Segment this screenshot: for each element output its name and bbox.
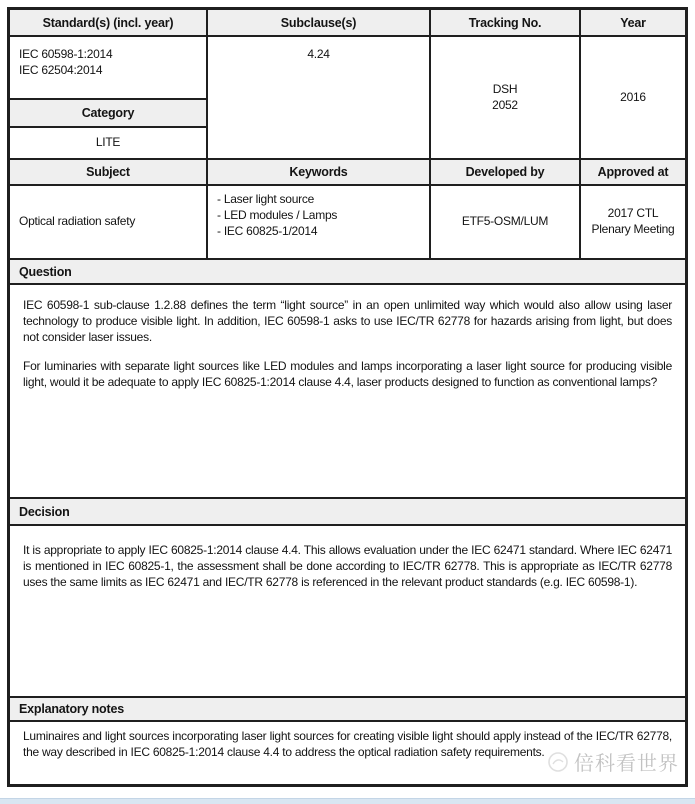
approved-at-line: Plenary Meeting <box>591 222 675 236</box>
approved-at-line: 2017 CTL <box>607 206 659 221</box>
question-section-body <box>9 284 686 498</box>
header-row-1 <box>9 9 686 36</box>
question-section-title: Question <box>9 259 686 284</box>
developed-by-value-cell: ETF5-OSM/LUM <box>430 185 580 259</box>
standards-value-cell <box>9 36 207 99</box>
subject-band <box>9 185 686 259</box>
year-header: Year <box>580 9 686 36</box>
tracking-no-value-cell <box>430 36 580 159</box>
explanatory-paragraph: Luminaires and light sources incorporating laser light sources for creating visible light should apply instead of the IEC/TR 62778, the way described in IEC 60825-1:2014 clause 4.4 to address the optical radiation safety requirements. <box>23 729 672 759</box>
question-header-band <box>9 259 686 284</box>
header-row-2 <box>9 159 686 185</box>
question-body-band <box>9 284 686 498</box>
watermark-text: 倍科看世界 <box>574 753 679 775</box>
watermark-logo-icon <box>547 751 569 773</box>
decision-section-title: Decision <box>9 498 686 525</box>
standard-line: IEC 62504:2014 <box>19 62 103 77</box>
standard-line: IEC 60598-1:2014 <box>19 47 113 61</box>
watermark <box>547 747 679 776</box>
developed-by-header: Developed by <box>430 159 580 185</box>
question-paragraph: For luminaries with separate light sources like LED modules and lamps incorporating a laser light source for producing visible light, would it be adequate to apply IEC 60825-1:2014 clause 4.4, laser products designed to function as conventional lamps? <box>23 359 672 390</box>
explanatory-header-band <box>9 697 686 721</box>
tracking-no-header: Tracking No. <box>430 9 580 36</box>
decision-section-body <box>9 525 686 697</box>
decision-sheet-table <box>7 7 688 787</box>
category-header: Category <box>9 99 207 127</box>
decision-paragraph: It is appropriate to apply IEC 60825-1:2014 clause 4.4. This allows evaluation under the IEC 62471 standard. Where IEC 62471 is mentioned in IEC 60825-1, the assessment shall be done according to IEC/TR 62778. This is appropriate as IEC/TR 62778 uses the same limits as IEC 62471 and IEC/TR 62778 is referenced in the relevant product standards (e.g. IEC 60598-1). <box>23 543 672 589</box>
keyword-item: - LED modules / Lamps <box>217 207 338 222</box>
year-value-cell: 2016 <box>580 36 686 159</box>
keywords-value-cell <box>207 185 430 259</box>
keyword-item: - IEC 60825-1/2014 <box>217 223 318 238</box>
approved-at-header: Approved at <box>580 159 686 185</box>
decision-header-band <box>9 498 686 525</box>
approved-at-value-cell <box>580 185 686 259</box>
subject-header: Subject <box>9 159 207 185</box>
category-value-cell: LITE <box>9 127 207 159</box>
tracking-line: 2052 <box>492 97 518 112</box>
standards-category-column <box>9 36 207 159</box>
subclause-value-cell: 4.24 <box>207 36 430 159</box>
meta-band <box>9 36 686 159</box>
keywords-header: Keywords <box>207 159 430 185</box>
keyword-item: - Laser light source <box>217 192 315 206</box>
subject-value-cell: Optical radiation safety <box>9 185 207 259</box>
explanatory-section-title: Explanatory notes <box>9 697 686 721</box>
decision-body-band <box>9 525 686 697</box>
standards-header: Standard(s) (incl. year) <box>9 9 207 36</box>
bottom-scroll-bar <box>0 798 695 804</box>
question-paragraph: IEC 60598-1 sub-clause 1.2.88 defines the term “light source” in an open unlimited way which would also allow using laser technology to produce visible light. In addition, IEC 60598-1 asks to use IEC/TR 62778 for hazards arising from light, but does not consider laser issues. <box>23 298 672 344</box>
tracking-line: DSH <box>492 81 518 96</box>
subclauses-header: Subclause(s) <box>207 9 430 36</box>
